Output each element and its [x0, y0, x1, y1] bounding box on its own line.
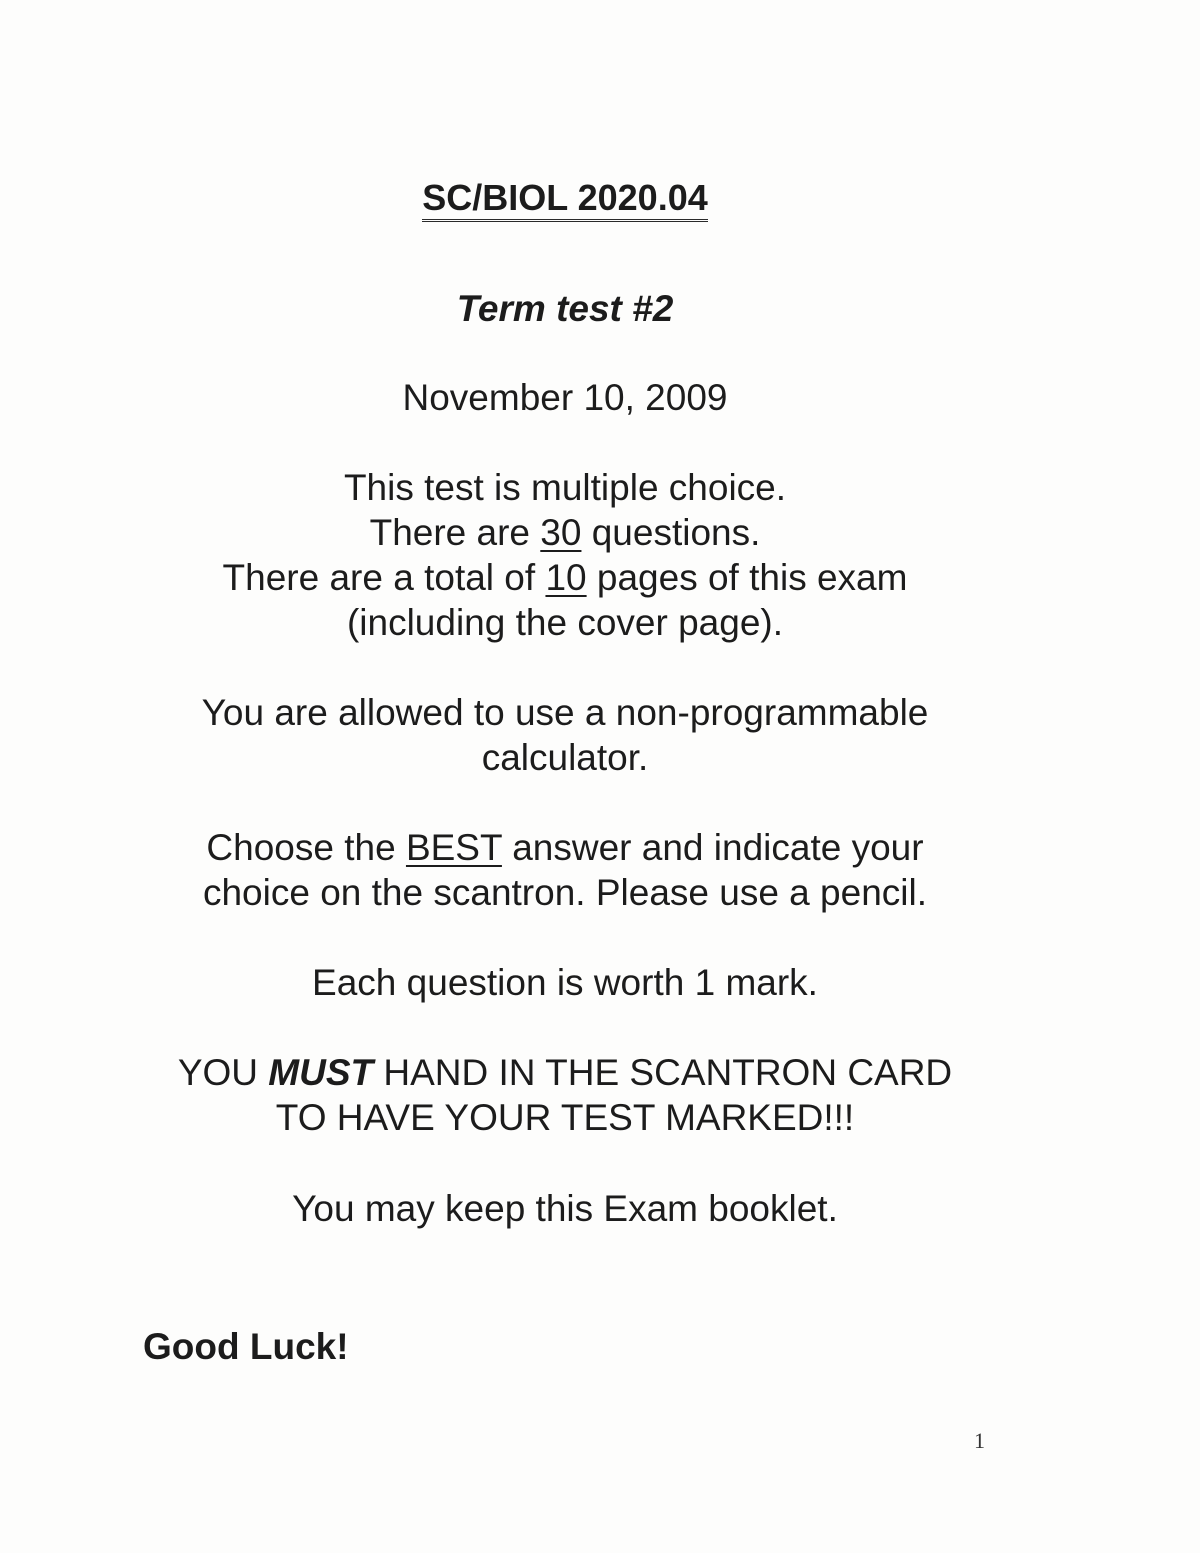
course-code: SC/BIOL 2020.04	[0, 176, 1130, 220]
page-count-note: (including the cover page).	[346, 602, 784, 643]
must-emphasis: MUST	[268, 1052, 374, 1093]
answer-instruction-line2: choice on the scantron. Please use a pencil.	[202, 872, 927, 913]
scantron-warning-line1: YOU MUST HAND IN THE SCANTRON CARD	[177, 1052, 953, 1093]
question-count: 30	[540, 512, 582, 553]
page-count-line: There are a total of 10 pages of this exam	[222, 557, 908, 598]
good-luck-text: Good Luck!	[143, 1326, 349, 1367]
keep-booklet-note: You may keep this Exam booklet.	[292, 1188, 838, 1229]
scantron-warning-line2: TO HAVE YOUR TEST MARKED!!!	[275, 1097, 855, 1138]
test-title: Term test #2	[456, 288, 674, 329]
page-number: 1	[974, 1428, 985, 1453]
page-count: 10	[545, 557, 587, 598]
calculator-note-line2: calculator.	[481, 737, 649, 778]
mark-value-note: Each question is worth 1 mark.	[312, 962, 818, 1003]
multiple-choice-note: This test is multiple choice.	[343, 467, 787, 508]
answer-instruction-line1: Choose the BEST answer and indicate your	[206, 827, 924, 868]
test-date: November 10, 2009	[402, 377, 728, 418]
best-emphasis: BEST	[405, 827, 502, 868]
calculator-note-line1: You are allowed to use a non-programmable	[201, 692, 929, 733]
question-count-line: There are 30 questions.	[369, 512, 761, 553]
